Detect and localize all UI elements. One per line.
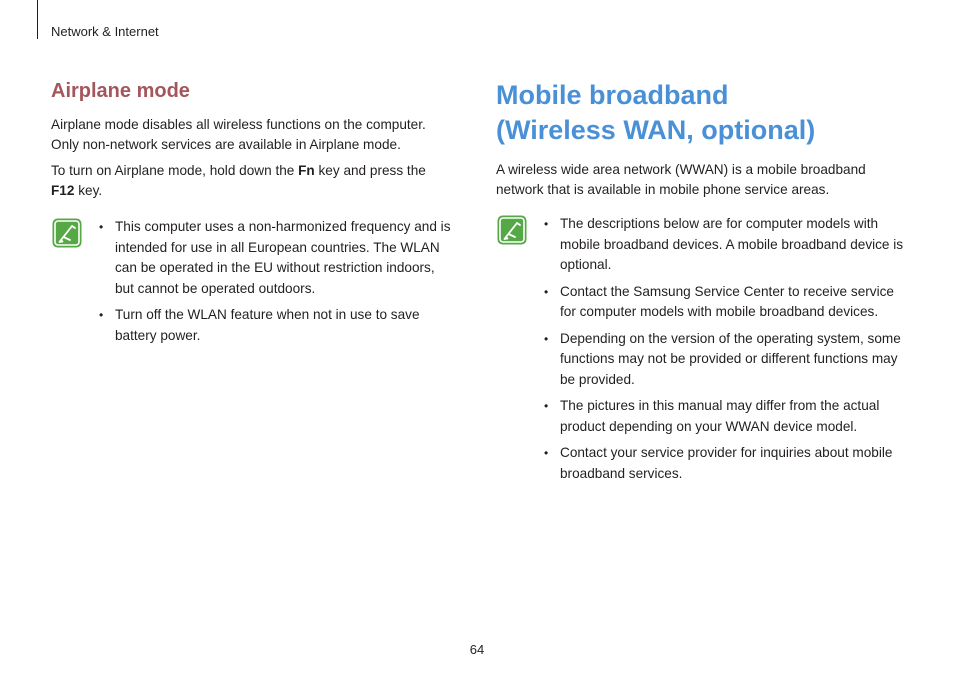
airplane-mode-instruction [51,161,451,201]
airplane-mode-heading: Airplane mode [51,80,190,102]
instruction-text: To turn on Airplane mode, hold down the [51,163,299,178]
mobile-broadband-heading [496,78,906,148]
key-f12: F12 [51,183,75,198]
airplane-mode-section [51,78,451,352]
note-item [544,443,906,484]
note-item [544,329,906,391]
bullet-icon: • [544,331,549,346]
mobile-broadband-section [496,78,906,490]
note-text: Contact your service provider for inquiries about mobile broadband services. [560,445,893,481]
note-text: This computer uses a non-harmonized frequency and is intended for use in all European countries. The WLAN can be operated in the EU without restriction indoors, but cannot be operated outdoors. [115,219,451,296]
airplane-mode-description: Airplane mode disables all wireless functions on the computer. Only non-network services are available in Airplane mode. [51,117,426,152]
note-item [544,214,906,276]
key-fn: Fn [298,163,315,178]
airplane-mode-note [51,217,451,346]
note-text: Contact the Samsung Service Center to receive service for computer models with mobile broadband devices. [560,283,894,319]
note-item [99,217,451,299]
note-text: Turn off the WLAN feature when not in use to save battery power. [115,307,420,343]
bullet-icon: • [544,217,549,231]
note-text: The pictures in this manual may differ from the actual product depending on your WWAN device model. [560,398,880,434]
instruction-text: key. [74,183,103,198]
bullet-icon: • [544,284,549,299]
note-text: The descriptions below are for computer models with mobile broadband devices. A mobile broadband device is optional. [560,216,904,272]
pen-note-icon [51,217,83,249]
heading-line-1: Mobile broadband [496,80,729,110]
mobile-broadband-description: A wireless wide area network (WWAN) is a mobile broadband network that is available in mobile phone service areas. [496,162,866,197]
page-edge-rule [37,0,38,39]
running-header: Network & Internet [51,24,159,39]
note-item [99,305,451,346]
mobile-broadband-note [496,214,906,484]
bullet-icon: • [99,308,104,322]
heading-line-2: (Wireless WAN, optional) [496,115,816,145]
pen-note-icon [496,214,528,246]
instruction-text: key and press the [314,163,426,178]
note-item [544,396,906,437]
page-number: 64 [469,642,485,657]
note-text: Depending on the version of the operating system, some functions may not be provided or different functions may be provided. [560,330,901,387]
bullet-icon: • [99,220,104,234]
bullet-icon: • [544,399,549,413]
note-item [544,282,906,323]
bullet-icon: • [544,446,549,460]
